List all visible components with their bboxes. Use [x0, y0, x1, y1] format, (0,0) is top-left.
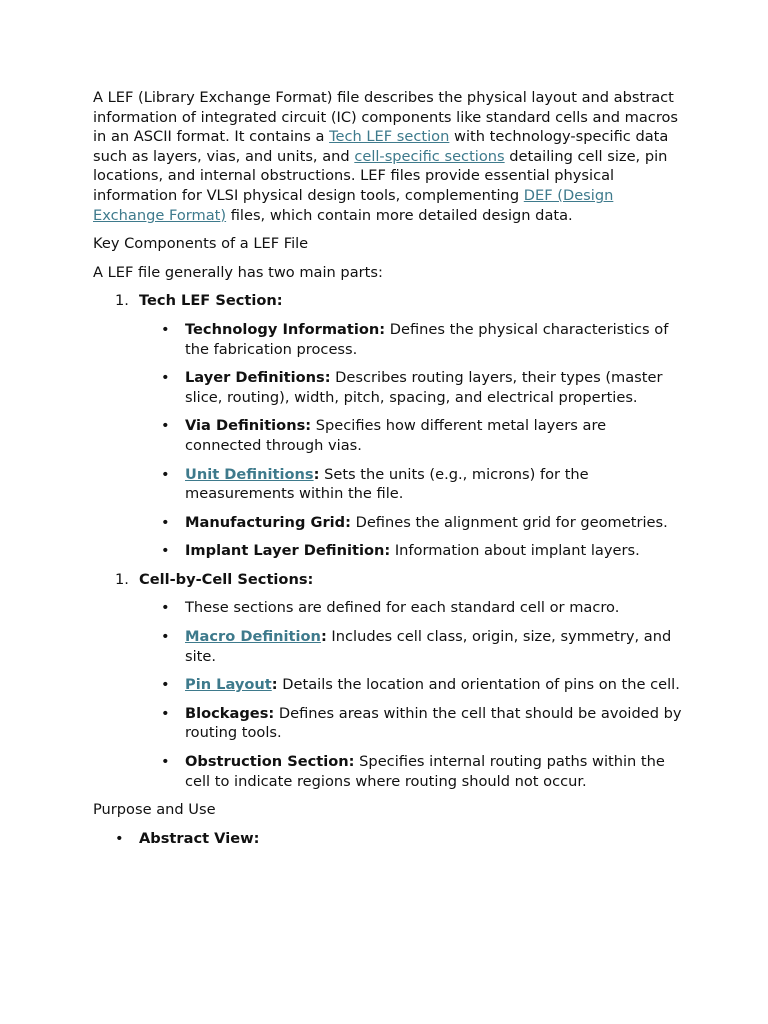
item-text: Specifies internal routing paths within the cell to indicate regions where routing should not occur. [185, 753, 665, 790]
lead-paragraph: A LEF file generally has two main parts: [93, 263, 383, 281]
item-text: Includes cell class, origin, size, symmetry, and site. [185, 628, 672, 665]
section-title: Tech LEF Section: [139, 292, 283, 310]
list-item [139, 465, 683, 504]
section-title: Cell-by-Cell Sections: [139, 570, 314, 588]
pin-layout-link[interactable]: Pin Layout [185, 676, 272, 694]
list-item [139, 598, 683, 618]
section-cell-by-cell [93, 570, 683, 791]
list-number: 1. [115, 570, 129, 588]
tech-lef-section-link[interactable]: Tech LEF section [329, 128, 450, 146]
intro-text-3: detailing cell size, pin locations, and internal obstructions. LEF files provide essential physical information for VLSI physical design tools, complementing [93, 147, 668, 204]
item-label: Manufacturing Grid: [185, 513, 351, 531]
purpose-list [93, 829, 683, 849]
item-text: Defines the alignment grid for geometries. [350, 513, 668, 531]
macro-definition-link[interactable]: Macro Definition [185, 628, 321, 646]
heading-purpose-and-use: Purpose and Use [93, 801, 216, 819]
intro-text-1: A LEF (Library Exchange Format) file describes the physical layout and abstract information of integrated circuit (IC) components like standard cells and macros in an ASCII format. It contains a [93, 89, 679, 146]
list-number: 1. [115, 292, 129, 310]
item-label: Implant Layer Definition: [185, 542, 391, 560]
item-label: Layer Definitions: [185, 369, 331, 387]
list-item [93, 829, 683, 849]
tech-lef-items [139, 320, 683, 561]
cell-specific-sections-link[interactable]: cell-specific sections [354, 147, 505, 165]
item-label: Abstract View: [139, 829, 260, 847]
item-label: Obstruction Section: [185, 753, 355, 771]
list-item [139, 320, 683, 359]
item-colon: : [320, 628, 327, 646]
list-item [139, 704, 683, 743]
item-text: Sets the units (e.g., microns) for the measurements within the file. [185, 465, 589, 503]
unit-definitions-link[interactable]: Unit Definitions [185, 465, 314, 483]
item-colon: : [271, 676, 278, 694]
cell-section-items [139, 598, 683, 791]
item-label: Technology Information: [185, 320, 386, 338]
intro-paragraph [93, 88, 683, 225]
item-colon: : [313, 465, 320, 483]
document-page [93, 88, 683, 857]
section-tech-lef [93, 291, 683, 561]
intro-text-2: with technology-specific data such as layers, vias, and units, and [93, 128, 669, 165]
list-item [139, 416, 683, 455]
item-text: Information about implant layers. [390, 542, 640, 560]
list-item [139, 368, 683, 407]
sections-list [93, 291, 683, 791]
heading-key-components: Key Components of a LEF File [93, 235, 309, 253]
item-text: Defines areas within the cell that should be avoided by routing tools. [185, 704, 682, 742]
item-label: Blockages: [185, 704, 275, 722]
list-item [139, 627, 683, 666]
item-text: Describes routing layers, their types (master slice, routing), width, pitch, spacing, and electrical properties. [185, 369, 663, 406]
item-label: Via Definitions: [185, 417, 312, 435]
list-item [139, 513, 683, 533]
intro-text-4: files, which contain more detailed design data. [226, 206, 573, 224]
item-text: These sections are defined for each standard cell or macro. [185, 599, 620, 617]
item-text: Specifies how different metal layers are connected through vias. [185, 417, 607, 454]
list-item [139, 675, 683, 695]
list-item [139, 752, 683, 791]
item-text: Defines the physical characteristics of the fabrication process. [185, 320, 669, 358]
def-link[interactable]: DEF (Design Exchange Format) [93, 186, 614, 224]
list-item [139, 541, 683, 561]
item-text: Details the location and orientation of pins on the cell. [277, 676, 680, 694]
